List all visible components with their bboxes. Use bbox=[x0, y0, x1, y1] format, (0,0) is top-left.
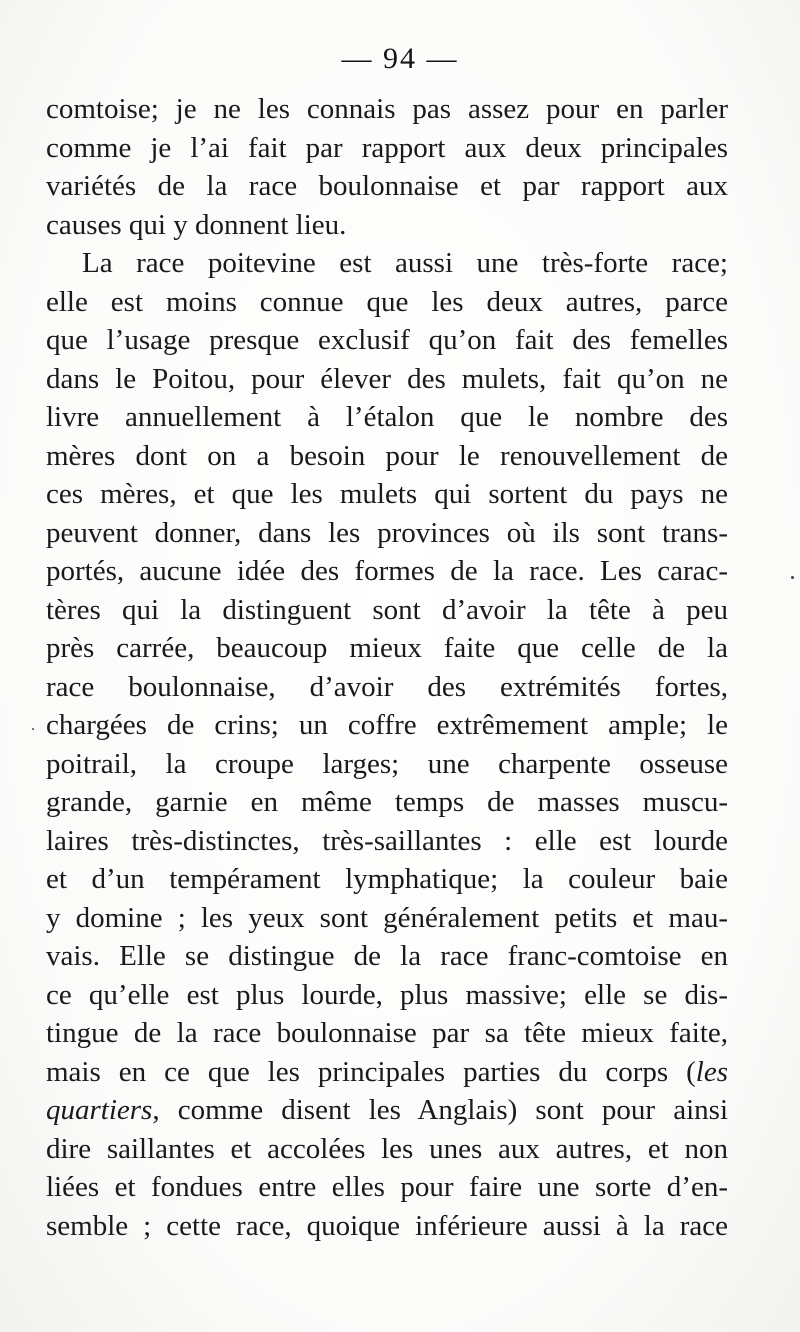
text-line-24: ce qu’elle est plus lourde, plus massive; elle se dis- bbox=[46, 978, 728, 1011]
text-line-8: dans le Poitou, pour élever des mulets, fait qu’on ne bbox=[46, 362, 728, 395]
text-line-6: elle est moins connue que les deux autres, parce bbox=[46, 285, 728, 318]
print-speck bbox=[791, 576, 794, 579]
text-line-16: race boulonnaise, d’avoir des extrémités fortes, bbox=[46, 670, 728, 703]
body-text bbox=[46, 90, 728, 1245]
text-line-27 bbox=[46, 1091, 728, 1130]
text-line-14: tères qui la distinguent sont d’avoir la tête à peu bbox=[46, 593, 728, 626]
text-line-3: variétés de la race boulonnaise et par rapport aux bbox=[46, 170, 728, 202]
text-line-9: livre annuellement à l’étalon que le nombre des bbox=[46, 401, 728, 433]
text-line-1: comtoise; je ne les connais pas assez pour en parler bbox=[46, 93, 728, 125]
page-number: — 94 — bbox=[341, 42, 459, 75]
text-line-26 bbox=[46, 1053, 728, 1092]
text-segment: , comme disent les Anglais) sont pour ainsi bbox=[152, 1094, 728, 1126]
text-line-21: et d’un tempérament lymphatique; la couleur baie bbox=[46, 863, 728, 895]
text-segment: mais en ce que les principales parties du corps ( bbox=[46, 1055, 696, 1088]
print-speck bbox=[32, 728, 34, 730]
text-line-4: causes qui y donnent lieu. bbox=[46, 208, 347, 241]
text-line-15: près carrée, beaucoup mieux faite que celle de la bbox=[46, 632, 728, 664]
text-line-30: semble ; cette race, quoique inférieure aussi à la race bbox=[46, 1209, 728, 1242]
italic-segment: quartiers bbox=[46, 1094, 153, 1126]
text-line-10: mères dont on a besoin pour le renouvellement de bbox=[46, 439, 728, 472]
text-line-7: que l’usage presque exclusif qu’on fait des femelles bbox=[46, 324, 728, 356]
text-line-28: dire saillantes et accolées les unes aux autres, et non bbox=[46, 1132, 728, 1165]
text-line-18: poitrail, la croupe larges; une charpente osseuse bbox=[46, 747, 728, 780]
text-line-22: y domine ; les yeux sont généralement petits et mau- bbox=[46, 901, 728, 934]
text-line-29: liées et fondues entre elles pour faire une sorte d’en- bbox=[46, 1171, 728, 1203]
text-line-25: tingue de la race boulonnaise par sa tête mieux faite, bbox=[46, 1017, 728, 1049]
text-line-2: comme je l’ai fait par rapport aux deux principales bbox=[46, 131, 728, 164]
text-line-23: vais. Elle se distingue de la race franc-comtoise en bbox=[46, 940, 728, 972]
text-line-5: La race poitevine est aussi une très-forte race; bbox=[82, 247, 728, 279]
text-line-20: laires très-distinctes, très-saillantes : elle est lourde bbox=[46, 824, 728, 857]
text-line-19: grande, garnie en même temps de masses muscu- bbox=[46, 786, 728, 818]
text-line-13: portés, aucune idée des formes de la race. Les carac- bbox=[46, 555, 728, 587]
text-line-12: peuvent donner, dans les provinces où ils sont trans- bbox=[46, 516, 728, 549]
text-line-11: ces mères, et que les mulets qui sortent du pays ne bbox=[46, 478, 728, 510]
italic-segment: les bbox=[695, 1055, 728, 1088]
text-line-17: chargées de crins; un coffre extrêmement ample; le bbox=[46, 709, 728, 741]
